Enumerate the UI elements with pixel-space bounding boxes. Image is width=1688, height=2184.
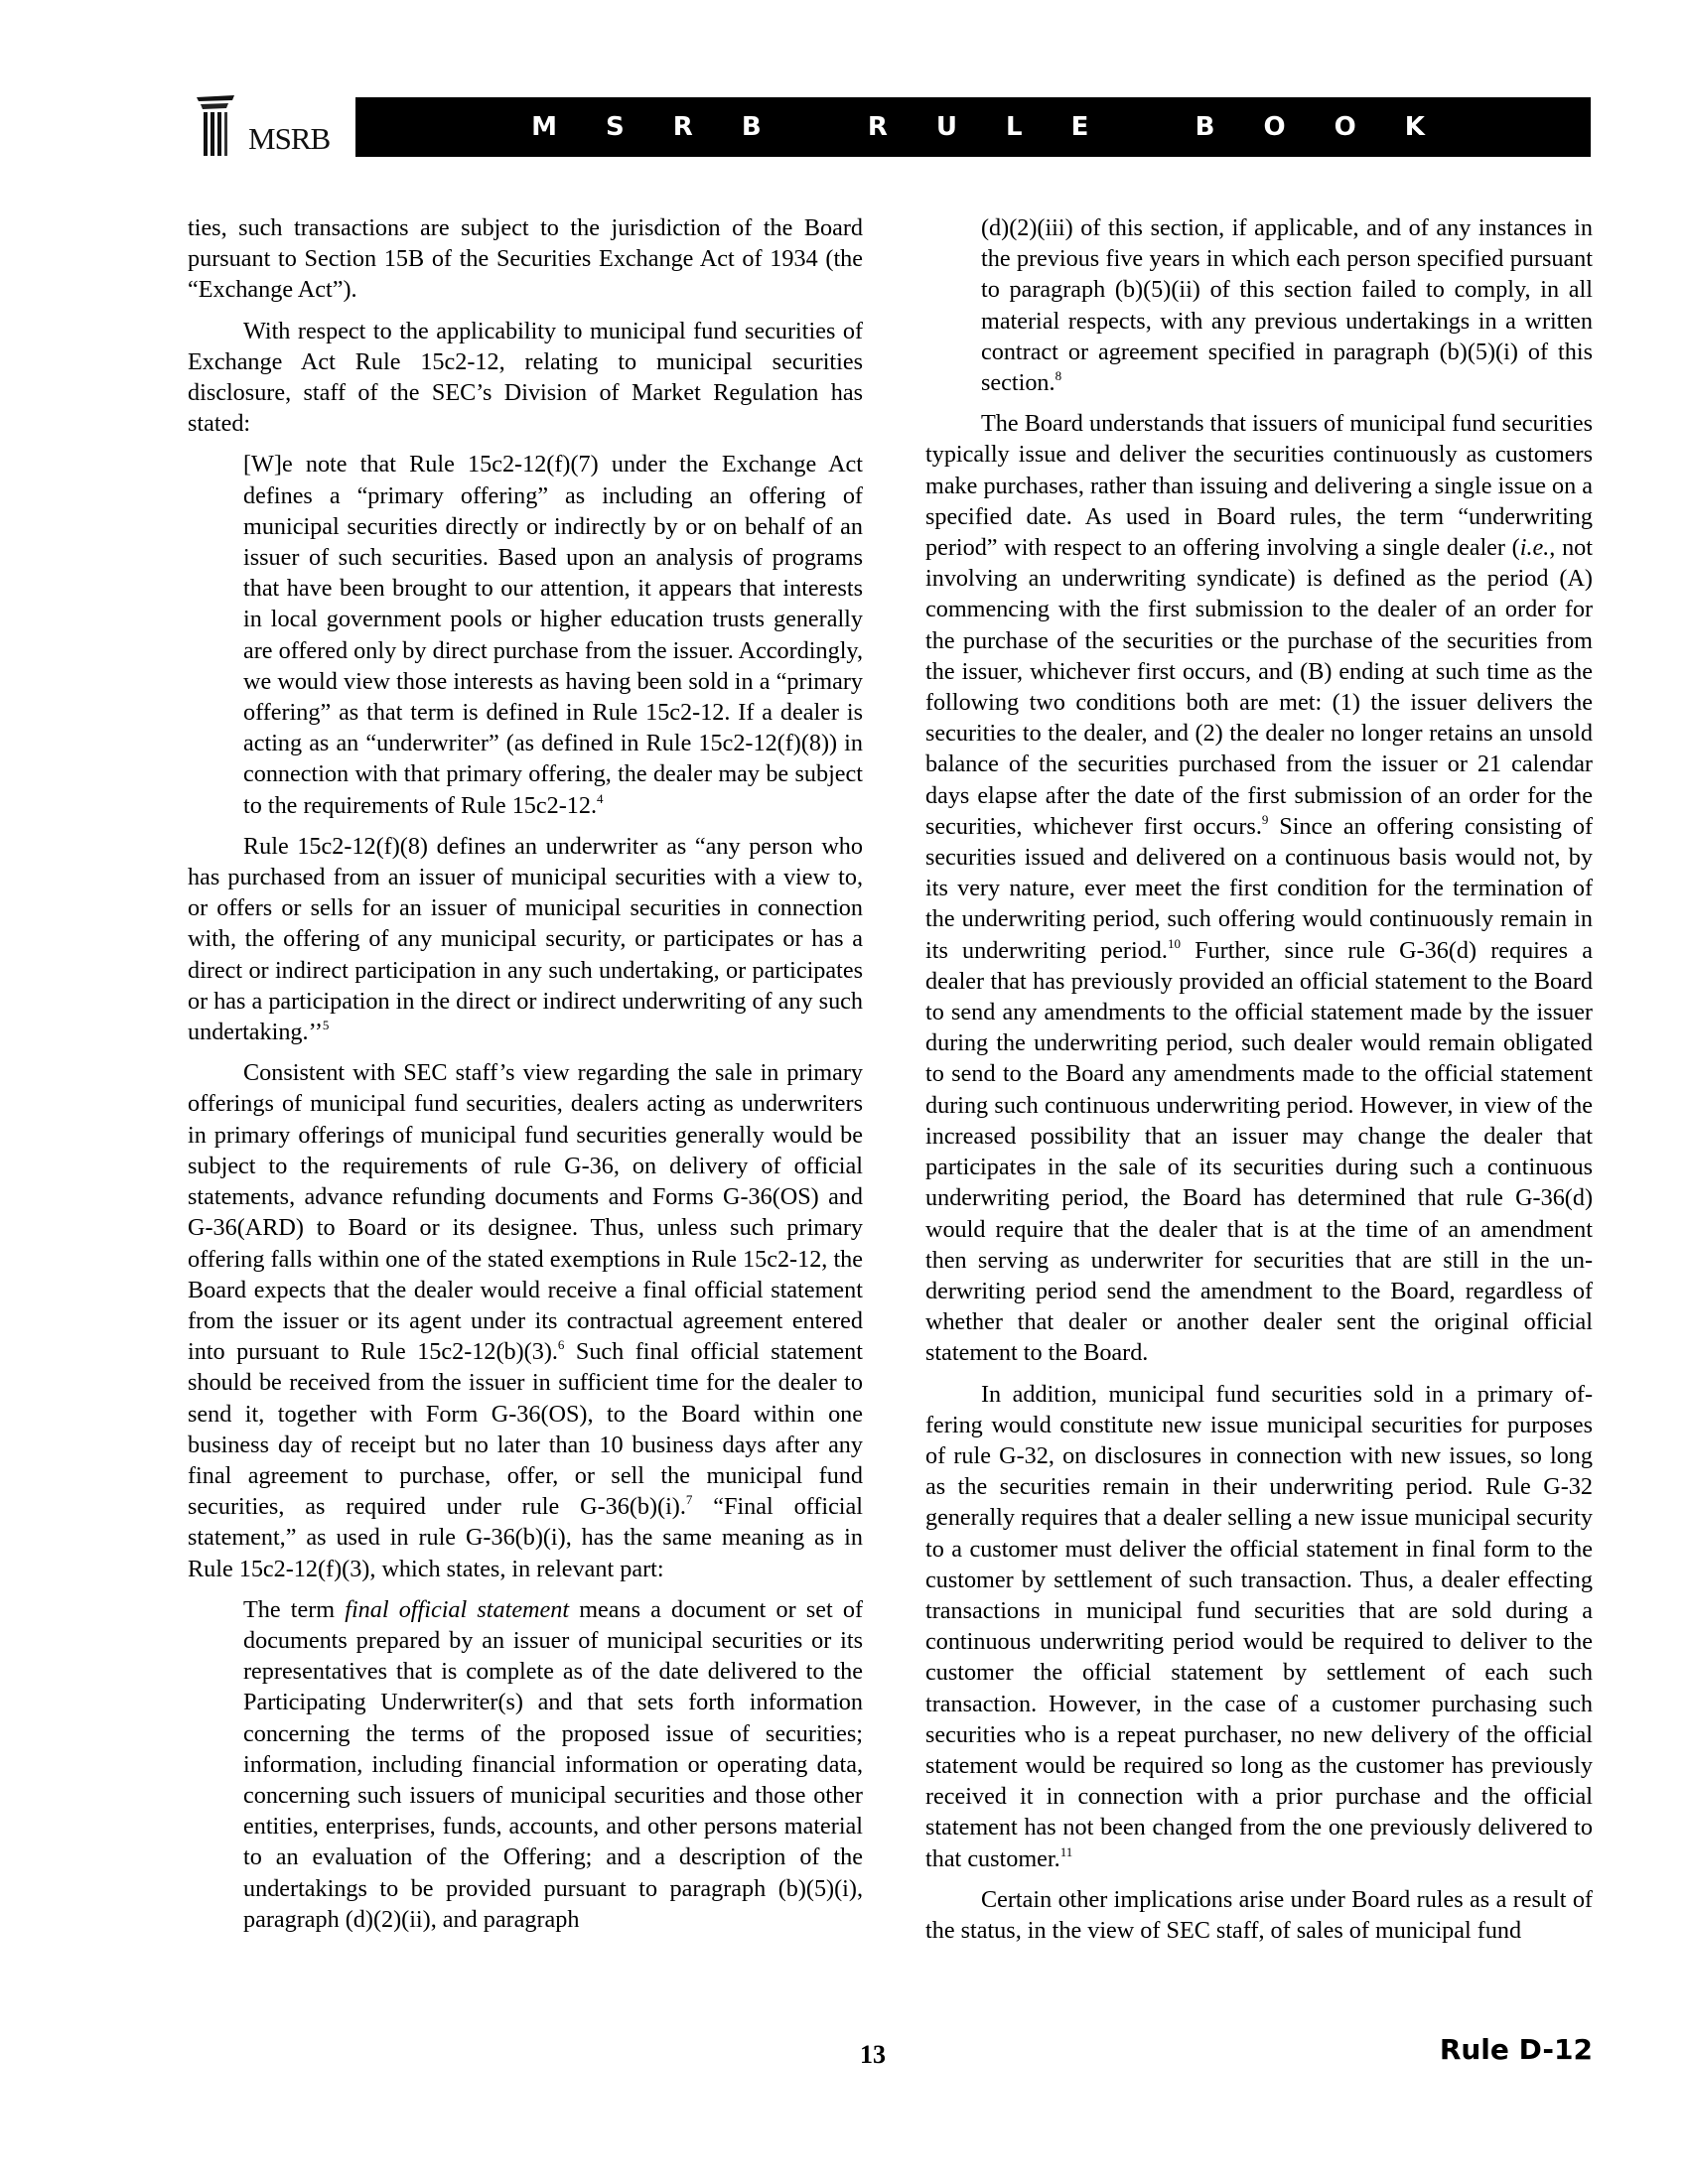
right-column bbox=[925, 212, 1593, 1956]
logo-text: MSRB bbox=[248, 121, 331, 156]
footnote-ref: 7 bbox=[685, 1492, 693, 1508]
footnote-ref: 9 bbox=[1261, 811, 1269, 827]
footnote-ref: 8 bbox=[1055, 368, 1062, 384]
rule-label: Rule D-12 bbox=[1439, 2033, 1593, 2066]
paragraph: In addition, municipal fund securities sold in a primary offering would constitute new issue municipal securities for purposes of rule G-32, on disclosures in connection with new issues, so long as the securities remain in their underwriting period. Rule G-32 generally requires that a dealer selling a new issue municipal security to a customer must deliver the official statement in final form to the customer by settlement of such transaction. Thus, a dealer effecting transactions in municipal fund securities that are sold during a continuous underwriting period would be required to deliver to the customer the official statement by settlement of each such transaction. However, in the case of a customer purchasing such securities who is a repeat purchaser, no new delivery of the official statement would be required so long as the customer has previously received it in connection with a prior purchase and the official statement has not been changed from the one previously delivered to that customer.$^{11}$ bbox=[925, 1380, 1593, 1872]
paragraph: ties, such transactions are subject to the jurisdiction of the Board pursuant to Section 15B of the Securities Exchange Act of 1934 (the “Exchange Act”). bbox=[188, 214, 863, 304]
defined-term: final official statement bbox=[345, 1595, 570, 1623]
column-pillar-icon bbox=[195, 91, 244, 157]
page-number: 13 bbox=[860, 2040, 886, 2069]
footnote-ref: 11 bbox=[1059, 1843, 1073, 1859]
paragraph: Rule 15c2-12(f)(8) defines an underwriter as “any person who has purchased from an issuer of municipal securities with a view to, or offers or sells for an issuer of municipal securities in connection with, the offering of any municipal security, or participates or has a direct or indirect participation in any such undertaking, or participates or has a participation in the direct or indirect underwriting of any such undertaking.’’$^5$ bbox=[188, 832, 863, 1046]
header-bar bbox=[355, 97, 1591, 157]
paragraph: Certain other implications arise under Board rules as a result of the status, in the view of SEC staff, of sales of municipal fund bbox=[925, 1885, 1593, 1944]
paragraph: With respect to the applicability to municipal fund securities of Exchange Act Rule 15c2-12, relating to municipal securities disclosure, staff of the SEC’s Division of Market Regulation has stated: bbox=[188, 317, 863, 438]
footnote-ref: 4 bbox=[597, 790, 604, 806]
paragraph: The Board understands that issuers of municipal fund securities typically issue and deliver the securities continuously as customers make purchases, rather than issuing and delivering a single issue on a specified date. As used in Board rules, the term “underwriting period” with respect to an offering involving a single dealer (i.e., not involving an underwriting syndicate) is defined as the period (A) commencing with the first submission to the dealer of an order for the purchase of the securities or the purchase of the securities from the issuer, whichever first occurs, and (B) ending at such time as the following two conditions both are met: (1) the issuer delivers the securities to the dealer, and (2) the dealer no longer retains an unsold balance of the securities purchased from the issuer or 21 calendar days elapse after the date of the first submission of an order for the securities, whichever first occurs.$^9$ Since an offering consisting of securities issued and delivered on a continuous basis would not, by its very nature, ever meet the first condition for the termination of the underwriting period, such offering would continuously remain in its underwriting period.$^{10}$ Further, since rule G-36(d) requires a dealer that has previously provided an official statement to the Board to send any amendments to the official statement made by the issuer during the underwriting period, such dealer would remain obligated to send to the Board any amendments made to the official statement during such continuous underwriting period. However, in view of the increased possibility that an issuer may change the dealer that participates in the sale of its securities during such a continuous underwriting period, the Board has determined that rule G-36(d) would require that the dealer that is at the time of an amendment then serving as underwriter for securities that are still in the underwriting period send the amendment to the Board, regardless of whether that dealer or another dealer sent the original official statement to the Board. bbox=[925, 410, 1593, 1367]
header-title: M S R B R U L E B O O K bbox=[531, 112, 1445, 142]
block-quote: The term final official statement means a document or set of documents prepared by an issuer of municipal securities or its representatives that is complete as of the date delivered to the Participating Underwriter(s) and that sets forth information concerning the terms of the proposed issue of securities; information, including financial information or operating data, concerning such issuers of municipal securities and those other entities, enterprises, funds, accounts, and other persons material to an evaluation of the Offering; and a description of the undertakings to be provided pursuant to paragraph (b)(5)(i), paragraph (d)(2)(ii), and paragraph bbox=[243, 1595, 863, 1933]
footnote-ref: 10 bbox=[1167, 935, 1181, 951]
footnote-ref: 6 bbox=[557, 1337, 565, 1353]
block-quote-continued: (d)(2)(iii) of this section, if applicable, and of any instances in the previous five years in which each person specified pursuant to paragraph (b)(5)(ii) of this section failed to comply, in all material respects, with any previous undertakings in a written contract or agreement specified in paragraph (b)(5)(i) of this section.$^8$ bbox=[981, 214, 1593, 397]
footnote-ref: 5 bbox=[322, 1018, 330, 1033]
paragraph: Consistent with SEC staff’s view regarding the sale in primary offerings of municipal fund securities, dealers acting as underwriters in primary offerings of municipal fund securities generally would be subject to the requirements of rule G-36, on delivery of official statements, advance refunding documents and Forms G-36(OS) and G-36(ARD) to Board or its designee. Thus, unless such primary offering falls within one of the stated exemptions in Rule 15c2-12, the Board expects that the dealer would receive a final official statement from the issuer or its agent under its contractual agreement entered into pursuant to Rule 15c2-12(b)(3).$^6$ Such final official statement should be received from the issuer in sufficient time for the dealer to send it, together with Form G-36(OS), to the Board within one business day of receipt but no later than 10 business days after any final agreement to purchase, offer, or sell the municipal fund securities, as required under rule G-36(b)(i).$^7$ “Final official statement,” as used in rule G-36(b)(i), has the same meaning as in Rule 15c2-12(f)(3), which states, in relevant part: bbox=[188, 1059, 863, 1582]
msrb-logo bbox=[195, 91, 344, 161]
block-quote: [W]e note that Rule 15c2-12(f)(7) under the Exchange Act defines a “primary offering” as including an offering of municipal securities directly or indirectly by or on behalf of an issuer of such securities. Based upon an analysis of programs that have been brought to our attention, it appears that interests in local government pools or higher education trusts generally are offered only by direct purchase from the issuer. Accordingly, we would view those interests as having been sold in a “primary offering” as that term is defined in Rule 15c2-12. If a dealer is acting as an “underwriter” (as defined in Rule 15c2-12(f)(8)) in connection with that primary offering, the dealer may be subject to the requirements of Rule 15c2-12.$^4$ bbox=[243, 451, 863, 819]
left-column bbox=[188, 212, 863, 1945]
